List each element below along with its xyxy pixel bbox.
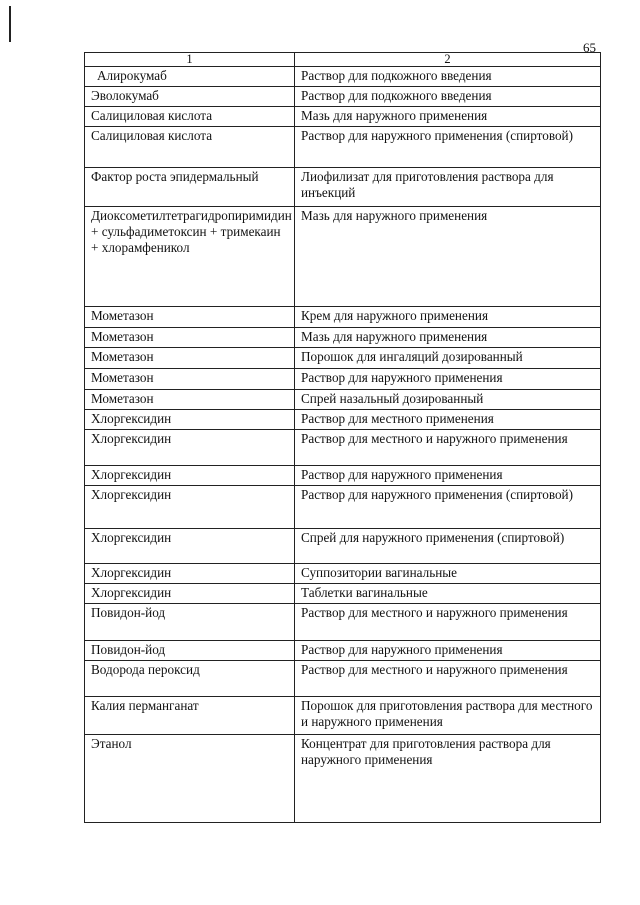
dosage-form: Порошок для приготовления раствора для местного и наружного применения [295, 697, 601, 735]
dosage-form: Мазь для наружного применения [295, 207, 601, 307]
table-row [85, 604, 601, 641]
substance-name: Повидон-йод [85, 641, 295, 661]
table-row [85, 127, 601, 168]
substance-name: Эволокумаб [85, 87, 295, 107]
dosage-form: Суппозитории вагинальные [295, 564, 601, 584]
substance-name: Фактор роста эпидермальный [85, 168, 295, 207]
dosage-form: Концентрат для приготовления раствора для наружного применения [295, 735, 601, 823]
table-row [85, 564, 601, 584]
table-row [85, 486, 601, 529]
dosage-form: Спрей назальный дозированный [295, 390, 601, 410]
substance-name: Этанол [85, 735, 295, 823]
table-row [85, 207, 601, 307]
table-row [85, 529, 601, 564]
substance-name: Хлоргексидин [85, 486, 295, 529]
dosage-form: Раствор для местного и наружного применения [295, 604, 601, 641]
dosage-form: Раствор для наружного применения (спиртовой) [295, 486, 601, 529]
table-row [85, 107, 601, 127]
dosage-form: Раствор для наружного применения [295, 369, 601, 390]
table-row [85, 661, 601, 697]
column-header-2: 2 [295, 53, 601, 67]
substance-name: Хлоргексидин [85, 564, 295, 584]
dosage-form: Раствор для наружного применения [295, 641, 601, 661]
substance-name: Мометазон [85, 369, 295, 390]
table-row [85, 584, 601, 604]
dosage-form: Раствор для местного применения [295, 410, 601, 430]
table-row [85, 67, 601, 87]
dosage-form: Раствор для наружного применения [295, 466, 601, 486]
substance-name: Водорода пероксид [85, 661, 295, 697]
table-row [85, 168, 601, 207]
table-row [85, 348, 601, 369]
dosage-form: Раствор для местного и наружного применения [295, 661, 601, 697]
column-header-1: 1 [85, 53, 295, 67]
dosage-form: Мазь для наружного применения [295, 107, 601, 127]
table-row [85, 410, 601, 430]
table-row [85, 307, 601, 328]
dosage-form: Раствор для наружного применения (спиртовой) [295, 127, 601, 168]
substance-name: Мометазон [85, 328, 295, 348]
table-row [85, 369, 601, 390]
table-row [85, 641, 601, 661]
substance-name: Калия перманганат [85, 697, 295, 735]
substance-name: Мометазон [85, 307, 295, 328]
substance-name: Салициловая кислота [85, 127, 295, 168]
substance-name: Хлоргексидин [85, 584, 295, 604]
dosage-form: Раствор для подкожного введения [295, 87, 601, 107]
table-row [85, 87, 601, 107]
substance-name: Салициловая кислота [85, 107, 295, 127]
table-row [85, 328, 601, 348]
dosage-form: Спрей для наружного применения (спиртовой) [295, 529, 601, 564]
substance-name: Хлоргексидин [85, 529, 295, 564]
table-row [85, 466, 601, 486]
table-row [85, 390, 601, 410]
dosage-form: Лиофилизат для приготовления раствора для инъекций [295, 168, 601, 207]
table-row [85, 697, 601, 735]
substance-name: Диоксометилтетрагидропиримидин + сульфадиметоксин + тримекаин + хлорамфеникол [85, 207, 295, 307]
page-number: 65 [583, 40, 596, 55]
dosage-form: Таблетки вагинальные [295, 584, 601, 604]
dosage-form: Раствор для подкожного введения [295, 67, 601, 87]
substance-name: Мометазон [85, 390, 295, 410]
substance-name: Повидон-йод [85, 604, 295, 641]
substance-name: Хлоргексидин [85, 410, 295, 430]
margin-mark [9, 6, 11, 42]
table-row [85, 735, 601, 823]
dosage-form: Мазь для наружного применения [295, 328, 601, 348]
dosage-form: Порошок для ингаляций дозированный [295, 348, 601, 369]
table-header-row [85, 53, 601, 67]
substance-name: Хлоргексидин [85, 430, 295, 466]
substance-name: Алирокумаб [85, 67, 295, 87]
drug-form-table [84, 52, 601, 823]
dosage-form: Раствор для местного и наружного применения [295, 430, 601, 466]
table-row [85, 430, 601, 466]
substance-name: Мометазон [85, 348, 295, 369]
substance-name: Хлоргексидин [85, 466, 295, 486]
dosage-form: Крем для наружного применения [295, 307, 601, 328]
